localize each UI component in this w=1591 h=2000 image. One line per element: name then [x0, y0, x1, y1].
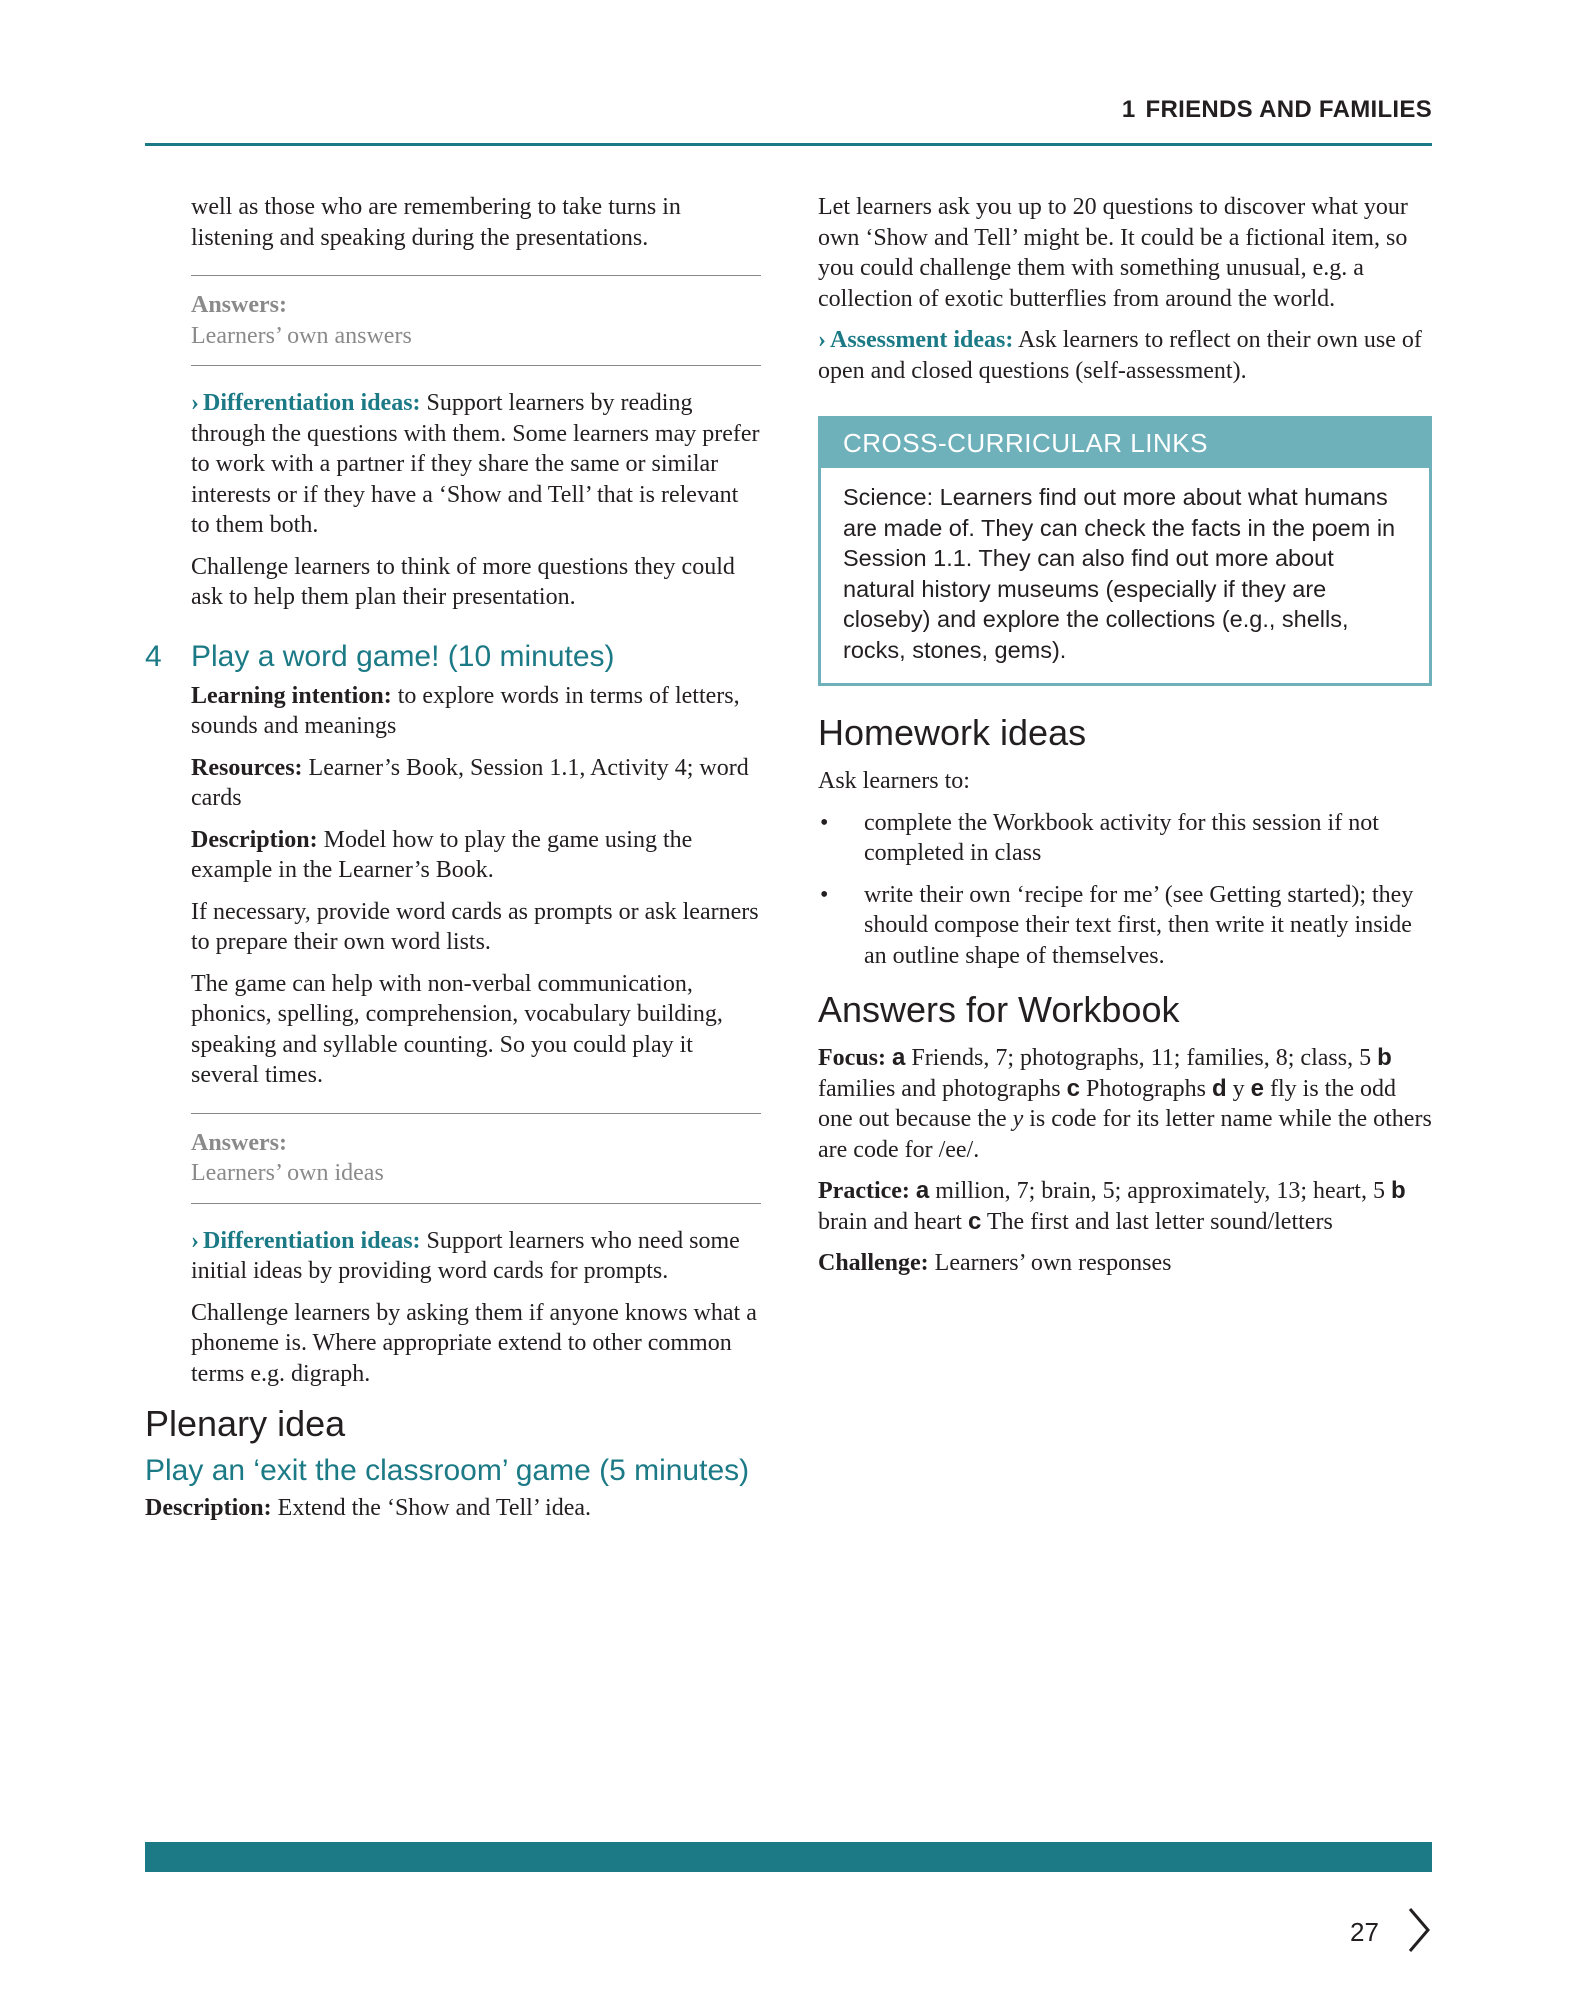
answers-label: Answers:	[191, 1129, 287, 1156]
answers-label: Answers:	[191, 292, 287, 318]
differentiation-ideas	[191, 1226, 761, 1287]
cross-curricular-text: Learners find out more about what humans are made of. They can check the facts in the poem in Session 1.1. They can also find out more about natural history museums (especially if they are closeby) and explore the collections (e.g., shells, rocks, stones, gems).	[843, 484, 1396, 663]
footer-bar	[145, 1842, 1432, 1872]
differentiation-label: Differentiation ideas:	[203, 390, 421, 416]
item-text: fly is the odd one out because the	[818, 1075, 1397, 1132]
bullet-icon: •	[820, 809, 829, 836]
assessment-label: Assessment ideas:	[830, 327, 1014, 353]
right-column	[818, 192, 1432, 1290]
item-text: families and photographs	[818, 1075, 1061, 1102]
page-number: 27	[1350, 1917, 1379, 1947]
challenge-answers	[818, 1248, 1432, 1279]
resources-label: Resources:	[191, 754, 303, 781]
list-item-text: complete the Workbook activity for this session if not completed in class	[864, 809, 1379, 866]
plenary-description-label: Description:	[145, 1495, 272, 1521]
activity-heading	[145, 639, 761, 675]
learning-intention-label: Learning intention:	[191, 682, 392, 709]
activity-title: Play a word game! (10 minutes)	[191, 639, 615, 673]
header-rule	[145, 143, 1432, 146]
answers-box	[191, 275, 761, 366]
challenge-text: Challenge learners by asking them if anyone knows what a phoneme is. Where appropriate extend to other common terms e.g. digraph.	[191, 1299, 757, 1387]
chapter-title: FRIENDS AND FAMILIES	[1145, 96, 1432, 123]
challenge-label: Challenge:	[818, 1250, 929, 1276]
item-letter: c	[967, 1207, 982, 1235]
description-label: Description:	[191, 826, 318, 853]
cross-curricular-subject: Science:	[843, 484, 934, 510]
item-letter: a	[915, 1177, 930, 1204]
item-text: million, 7; brain, 5; approximately, 13; heart, 5	[935, 1178, 1385, 1204]
plenary-subheading: Play an ‘exit the classroom’ game (5 minutes)	[145, 1454, 750, 1487]
cross-curricular-box	[818, 416, 1432, 686]
description-text: Model how to play the game using the example in the Learner’s Book.	[191, 826, 693, 883]
item-text: is code for its letter name while the others are code for /ee/.	[818, 1106, 1432, 1163]
chevron-right-icon: ›	[818, 327, 826, 353]
list-item-text: write their own ‘recipe for me’ (see Getting started); they should compose their text first, then write it neatly inside an outline shape of themselves.	[864, 881, 1414, 969]
practice-answers	[818, 1176, 1432, 1237]
differentiation-label: Differentiation ideas:	[203, 1227, 421, 1254]
assessment-ideas	[818, 325, 1432, 386]
item-letter: d	[1211, 1074, 1227, 1102]
answers-text: Learners’ own ideas	[191, 1160, 384, 1186]
item-letter: b	[1377, 1044, 1392, 1071]
list-item	[818, 808, 1432, 869]
plenary-description-text: Extend the ‘Show and Tell’ idea.	[277, 1495, 592, 1521]
workbook-answers-heading: Answers for Workbook	[818, 989, 1180, 1030]
focus-answers	[818, 1043, 1432, 1165]
left-column	[145, 192, 761, 1535]
differentiation-ideas	[191, 388, 761, 541]
item-text: Friends, 7; photographs, 11; families, 8; class, 5	[911, 1045, 1372, 1071]
cross-curricular-title: CROSS-CURRICULAR LINKS	[821, 419, 1429, 468]
item-letter: e	[1250, 1074, 1265, 1102]
answers-box	[191, 1113, 761, 1204]
assessment-text: Ask learners to reflect on their own use of open and closed questions (self-assessment).	[818, 327, 1422, 384]
item-text: brain and heart	[818, 1208, 962, 1235]
description	[191, 825, 761, 886]
item-text: The first and last letter sound/letters	[986, 1208, 1333, 1235]
plenary-description	[145, 1493, 761, 1524]
answers-text: Learners’ own answers	[191, 322, 412, 349]
practice-label: Practice:	[818, 1178, 910, 1204]
intro-text: well as those who are remembering to take turns in listening and speaking during the presentations.	[191, 194, 681, 251]
activity-paragraph: The game can help with non-verbal communication, phonics, spelling, comprehension, vocabulary building, speaking and syllable counting. So you could play it several times.	[191, 970, 723, 1088]
next-page-arrow-icon[interactable]	[1406, 1906, 1432, 1954]
activity-number: 4	[145, 639, 162, 673]
plenary-heading: Plenary idea	[145, 1403, 346, 1444]
chevron-right-icon: ›	[191, 390, 199, 416]
challenge-text: Challenge learners to think of more questions they could ask to help them plan their presentation.	[191, 553, 735, 610]
homework-intro: Ask learners to:	[818, 768, 970, 794]
item-letter: b	[1390, 1177, 1406, 1204]
challenge-text: Learners’ own responses	[934, 1250, 1172, 1276]
item-letter: c	[1066, 1074, 1080, 1102]
learning-intention	[191, 681, 761, 742]
list-item	[818, 880, 1432, 972]
cross-curricular-body	[821, 468, 1429, 683]
resources-text: Learner’s Book, Session 1.1, Activity 4; word cards	[191, 754, 749, 811]
differentiation-text: Support learners by reading through the questions with them. Some learners may prefer to work with a partner if they share the same or similar interests or if they have a ‘Show and Tell’ that is relevant to them both.	[191, 390, 760, 538]
item-text: y	[1232, 1075, 1245, 1102]
homework-list	[818, 808, 1432, 972]
chapter-number: 1	[1121, 96, 1136, 123]
item-text-italic: y	[1012, 1106, 1024, 1132]
resources	[191, 753, 761, 814]
item-letter: a	[892, 1044, 906, 1071]
chevron-right-icon: ›	[191, 1227, 199, 1254]
focus-label: Focus:	[818, 1045, 886, 1071]
homework-heading: Homework ideas	[818, 712, 1087, 753]
learning-intention-text: to explore words in terms of letters, sounds and meanings	[191, 682, 740, 739]
running-head	[1122, 96, 1432, 124]
item-text: Photographs	[1085, 1075, 1206, 1102]
activity-paragraph: If necessary, provide word cards as prompts or ask learners to prepare their own word lists.	[191, 898, 759, 955]
differentiation-text: Support learners who need some initial ideas by providing word cards for prompts.	[191, 1227, 740, 1284]
intro-text: Let learners ask you up to 20 questions to discover what your own ‘Show and Tell’ might be. It could be a fictional item, so you could challenge them with something unusual, e.g. a collection of exotic butterflies from around the world.	[818, 194, 1408, 312]
bullet-icon: •	[820, 881, 829, 908]
